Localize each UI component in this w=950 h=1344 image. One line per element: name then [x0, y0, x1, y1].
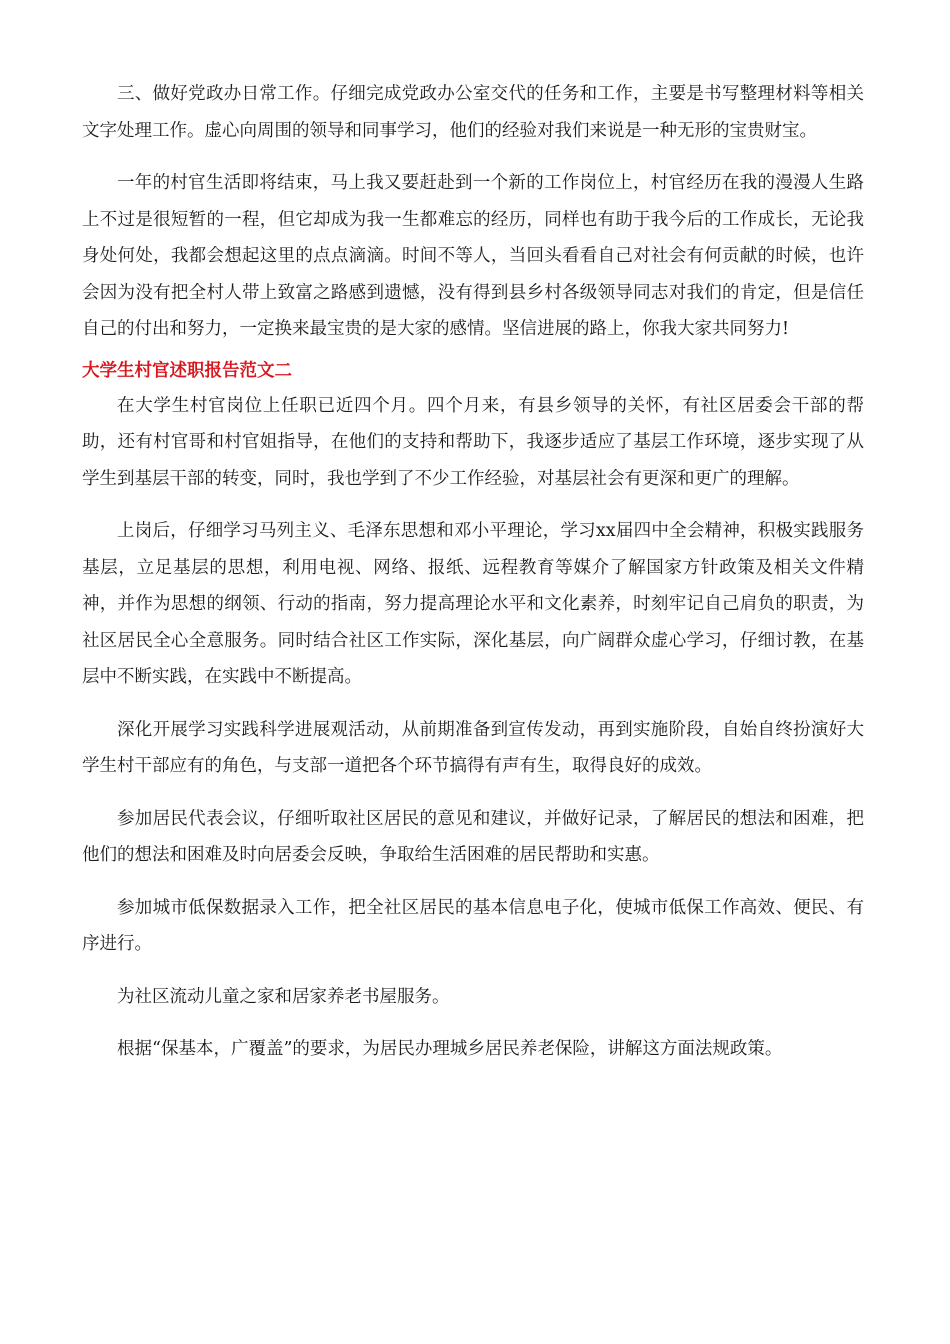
paragraph-low-income-data: 参加城市低保数据录入工作，把全社区居民的基本信息电子化，使城市低保工作高效、便民、有序进行。 [82, 897, 864, 954]
paragraph-four-months: 在大学生村官岗位上任职已近四个月。四个月来，有县乡领导的关怀，有社区居委会干部的帮助，还有村官哥和村官姐指导，在他们的支持和帮助下，我逐步适应了基层工作环境，逐步实现了从学生到基层干部的转变，同时，我也学到了不少工作经验，对基层社会有更深和更广的理解。 [82, 395, 864, 489]
paragraph-year-summary: 一年的村官生活即将结束，马上我又要赶赴到一个新的工作岗位上，村官经历在我的漫漫人生路上不过是很短暂的一程，但它却成为我一生都难忘的经历，同样也有助于我今后的工作成长，无论我身处何处，我都会想起这里的点点滴滴。时间不等人，当回头看看自己对社会有何贡献的时候，也许会因为没有把全村人带上致富之路感到遗憾，没有得到县乡村各级领导同志对我们的肯定，但是信任自己的付出和努力，一定换来最宝贵的是大家的感情。坚信进展的路上，你我大家共同努力! [82, 173, 864, 339]
paragraph-party-office-work: 三、做好党政办日常工作。仔细完成党政办公室交代的任务和工作，主要是书写整理材料等相关文字处理工作。虚心向周围的领导和同事学习，他们的经验对我们来说是一种无形的宝贵财宝。 [82, 84, 864, 141]
section-heading: 大学生村官述职报告范文二 [82, 360, 292, 381]
paragraph-resident-meeting: 参加居民代表会议，仔细听取社区居民的意见和建议，并做好记录，了解居民的想法和困难，把他们的想法和困难及时向居委会反映，争取给生活困难的居民帮助和实惠。 [82, 808, 864, 865]
paragraph-practice-activity: 深化开展学习实践科学进展观活动，从前期准备到宣传发动，再到实施阶段，自始自终扮演好大学生村干部应有的角色，与支部一道把各个环节搞得有声有生，取得良好的成效。 [82, 719, 864, 776]
paragraph-pension-insurance: 根据“保基本，广覆盖”的要求，为居民办理城乡居民养老保险，讲解这方面法规政策。 [117, 1039, 783, 1059]
document-page [82, 76, 864, 1068]
paragraph-study-theory: 上岗后，仔细学习马列主义、毛泽东思想和邓小平理论，学习xx届四中全会精神，积极实践服务基层，立足基层的思想，利用电视、网络、报纸、远程教育等媒介了解国家方针政策及相关文件精神，并作为思想的纲领、行动的指南，努力提高理论水平和文化素养，时刻牢记自己肩负的职责，为社区居民全心全意服务。同时结合社区工作实际，深化基层，向广阔群众虚心学习，仔细讨教，在基层中不断实践，在实践中不断提高。 [82, 521, 864, 687]
paragraph-children-service: 为社区流动儿童之家和居家养老书屋服务。 [117, 986, 450, 1007]
